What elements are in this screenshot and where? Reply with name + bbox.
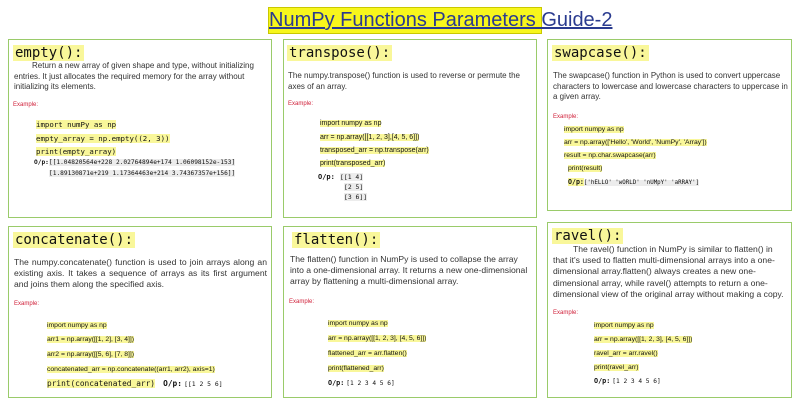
- function-description: The ravel() function in NumPy is similar to flatten() in that it's used to flatten multi-dimensional arrays into a one-dimensional array.flatten() always creates a new one-dimensional array, while ravel() attempts to return a one-dimensional view of the original array without making a copy.: [553, 244, 784, 299]
- code-line: print(result): [568, 165, 603, 172]
- function-description: The flatten() function in NumPy is used to collapse the array into a one-dimensional array. It returns a new one-dimensional array by flattening a multi-dimensional array.: [290, 254, 528, 287]
- output-line: [[1 4]: [340, 173, 364, 181]
- code-line: import numpy as np: [328, 320, 388, 327]
- code-line: transposed_arr = np.transpose(arr): [320, 147, 429, 154]
- code-line: ravel_arr = arr.ravel(): [594, 350, 658, 357]
- function-description: The numpy.transpose() function is used to reverse or permute the axes of an array.: [288, 71, 520, 91]
- code-line: arr = np.array([[1, 2, 3], [4, 5, 6]]): [594, 336, 693, 343]
- code-line: print(empty_array): [36, 147, 117, 156]
- page-title: NumPy Functions Parameters Guide-2: [268, 7, 542, 34]
- code-line: import numpy as np: [594, 322, 654, 329]
- code-line: arr2 = np.array([[5, 6], [7, 8]]): [47, 351, 135, 358]
- code-line: concatenated_arr = np.concatenate((arr1, arr2), axis=1): [47, 366, 215, 373]
- example-label: Example:: [553, 114, 579, 120]
- function-name: transpose():: [289, 45, 391, 61]
- function-description: The swapcase() function in Python is used to convert uppercase characters to lowercase and lowercase characters to uppercase in a given array.: [553, 71, 788, 101]
- code-line: import numpy as np: [320, 120, 382, 127]
- code-line: import numPy as np: [36, 120, 117, 129]
- code-line: arr = np.array([[1, 2, 3], [4, 5, 6]]): [328, 335, 427, 342]
- code-line: flattened_arr = arr.flatten(): [328, 350, 407, 357]
- output-line: O/p:: [318, 173, 335, 181]
- example-label: Example:: [14, 301, 40, 307]
- code-line: print(flattened_arr): [328, 365, 384, 372]
- output-line: [2 5]: [344, 183, 364, 191]
- code-line: import numpy as np: [47, 322, 107, 329]
- code-line: result = np.char.swapcase(arr): [564, 152, 656, 159]
- function-description: The numpy.concatenate() function is used to join arrays along an existing axis. It takes a sequence of arrays as its first argument and joins them along the specified axis.: [14, 257, 267, 290]
- card-transpose: [283, 39, 537, 218]
- output-line: O/p: [1 2 3 4 5 6]: [328, 379, 395, 387]
- output-line: O/p:[[1.04820564e+228 2.02764894e+174 1.06098152e-153]: [34, 159, 236, 166]
- code-line: empty_array = np.empty((2, 3)): [36, 134, 170, 143]
- function-name: flatten():: [294, 232, 379, 248]
- output-line: O/p:['hELLO' 'wORLD' 'nUMpY' 'aRRAY']: [568, 178, 700, 186]
- function-description: Return a new array of given shape and type, without initializing entries. It just allocates the required memory for the array without initializing its elements.: [14, 61, 254, 91]
- code-line: print(transposed_arr): [320, 160, 386, 167]
- output-line: print(concatenated_arr) O/p: [[1 2 5 6]: [47, 379, 223, 388]
- example-label: Example:: [13, 102, 39, 108]
- code-line: import numpy as np: [564, 126, 624, 133]
- function-name: concatenate():: [15, 232, 134, 248]
- card-concatenate: [8, 226, 272, 398]
- card-empty: [8, 39, 272, 218]
- code-line: arr = np.array(['Hello', 'World', 'NumPy', 'Array']): [564, 139, 707, 146]
- code-line: arr1 = np.array([[1, 2], [3, 4]]): [47, 336, 135, 343]
- example-label: Example:: [553, 310, 579, 316]
- function-name: ravel():: [554, 228, 622, 244]
- output-line: [3 6]]: [344, 193, 368, 201]
- example-label: Example:: [288, 101, 314, 107]
- output-line: [1.89130871e+219 1.17364463e+214 3.74367357e+156]]: [49, 170, 236, 177]
- function-name: empty():: [15, 45, 83, 61]
- card-swapcase: [547, 39, 792, 211]
- code-line: print(ravel_arr): [594, 364, 639, 371]
- card-ravel: [547, 222, 792, 398]
- output-line: O/p: [1 2 3 4 5 6]: [594, 377, 661, 385]
- card-flatten: [283, 226, 537, 398]
- function-name: swapcase():: [554, 45, 647, 61]
- code-line: arr = np.array([[1, 2, 3],[4, 5, 6]]): [320, 134, 420, 141]
- example-label: Example:: [289, 299, 315, 305]
